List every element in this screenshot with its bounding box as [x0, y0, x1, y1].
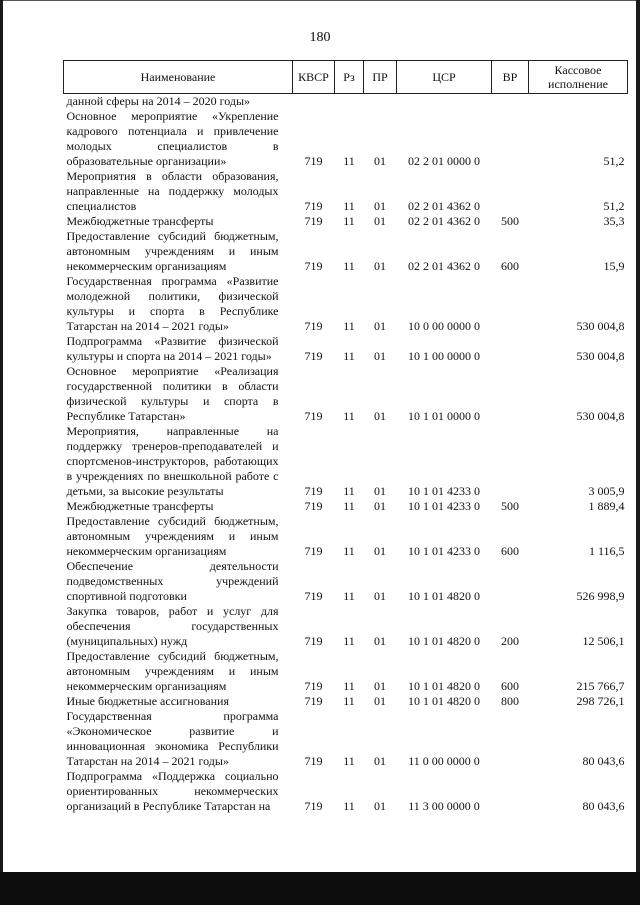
scan-right-edge: [636, 0, 640, 905]
row-csr: 10 1 01 4820 0: [408, 589, 480, 603]
row-kvsr: 719: [304, 154, 323, 168]
row-pr: 01: [374, 154, 386, 168]
row-rz: 11: [343, 544, 355, 558]
row-kvsr: 719: [304, 199, 323, 213]
row-amount: 35,3: [603, 214, 625, 228]
row-vr: 500: [501, 499, 519, 513]
row-amount: 51,2: [603, 199, 625, 213]
header-vr: ВР: [492, 61, 529, 94]
page-number: 180: [309, 30, 331, 45]
table-row: [64, 334, 628, 364]
row-kvsr: 719: [304, 694, 323, 708]
row-csr: 10 1 01 4820 0: [408, 634, 480, 648]
header-name: Наименование: [64, 61, 293, 94]
row-pr: 01: [374, 799, 386, 813]
row-amount: 12 506,1: [582, 634, 625, 648]
table-row: [64, 169, 628, 214]
row-amount: 1 889,4: [588, 499, 625, 513]
row-vr: [492, 334, 529, 364]
row-amount: 1 116,5: [588, 544, 625, 558]
table-body: [64, 94, 628, 815]
row-pr: 01: [374, 544, 386, 558]
row-kvsr: 719: [304, 409, 323, 423]
row-vr: 600: [501, 259, 519, 273]
row-rz: 11: [343, 679, 355, 693]
budget-table: [63, 60, 628, 814]
row-csr: 10 1 01 4820 0: [408, 679, 480, 693]
row-name: Подпрограмма «Поддержка социально ориентированных некоммерческих организаций в Республике Татарстан на: [66, 769, 279, 813]
row-vr: [492, 364, 529, 424]
row-csr: [397, 94, 492, 110]
row-kvsr: 719: [304, 319, 323, 333]
row-pr: 01: [374, 694, 386, 708]
row-amount: 530 004,8: [576, 409, 625, 423]
row-amount: 215 766,7: [576, 679, 625, 693]
row-amount: 80 043,6: [582, 754, 625, 768]
row-pr: 01: [374, 499, 386, 513]
row-rz: 11: [343, 799, 355, 813]
row-amount: [529, 94, 628, 110]
row-rz: 11: [343, 259, 355, 273]
row-name: Подпрограмма «Развитие физической культуры и спорта на 2014 – 2021 годы»: [66, 334, 279, 363]
row-pr: 01: [374, 259, 386, 273]
row-csr: 02 2 01 4362 0: [408, 214, 480, 228]
row-name: Государственная программа «Развитие молодежной политики, физической культуры и спорта в Республике Татарстан на 2014 – 2021 годы»: [66, 274, 279, 333]
header-kvsr: КВСР: [293, 61, 335, 94]
row-amount: 530 004,8: [576, 349, 625, 363]
row-kvsr: 719: [304, 679, 323, 693]
row-name: Обеспечение деятельности подведомственных учреждений спортивной подготовки: [66, 559, 279, 603]
row-name: Предоставление субсидий бюджетным, автономным учреждениям и иным некоммерческим организациям: [66, 649, 279, 693]
row-name: данной сферы на 2014 – 2020 годы»: [66, 94, 251, 108]
row-rz: 11: [343, 634, 355, 648]
row-vr: [492, 94, 529, 110]
row-name: Межбюджетные трансферты: [66, 499, 214, 513]
row-csr: 02 2 01 4362 0: [408, 259, 480, 273]
row-rz: 11: [343, 349, 355, 363]
table-row: [64, 109, 628, 169]
table-row: [64, 694, 628, 709]
row-csr: 10 1 01 4233 0: [408, 484, 480, 498]
table-row: [64, 649, 628, 694]
table-row: [64, 769, 628, 814]
row-kvsr: 719: [304, 499, 323, 513]
table-row: [64, 94, 628, 110]
row-amount: 526 998,9: [576, 589, 625, 603]
row-vr: [492, 559, 529, 604]
row-name: Основное мероприятие «Укрепление кадрового потенциала и привлечение молодых специалистов в образовательные организации»: [66, 109, 279, 168]
row-csr: 10 0 00 0000 0: [408, 319, 480, 333]
row-pr: 01: [374, 754, 386, 768]
row-name: Иные бюджетные ассигнования: [66, 694, 229, 708]
row-pr: 01: [374, 409, 386, 423]
row-kvsr: 719: [304, 214, 323, 228]
table-row: [64, 364, 628, 424]
row-kvsr: 719: [304, 544, 323, 558]
row-rz: 11: [343, 199, 355, 213]
row-name: Мероприятия, направленные на поддержку тренеров-преподавателей и спортсменов-инструкторов, работающих в учреждениях по внешкольной работе с детьми, за высокие результаты: [66, 424, 279, 498]
row-rz: 11: [343, 214, 355, 228]
row-csr: 02 2 01 0000 0: [408, 154, 480, 168]
scan-left-edge: [0, 0, 3, 905]
row-amount: 51,2: [603, 154, 625, 168]
row-name: Предоставление субсидий бюджетным, автономным учреждениям и иным некоммерческим организациям: [66, 229, 279, 273]
row-pr: 01: [374, 349, 386, 363]
row-name: Основное мероприятие «Реализация государственной политики в области физической культуры и спорта в Республике Татарстан»: [66, 364, 279, 423]
row-vr: [492, 424, 529, 499]
row-name: Межбюджетные трансферты: [66, 214, 214, 228]
row-pr: [364, 94, 397, 110]
row-kvsr: 719: [304, 349, 323, 363]
row-pr: 01: [374, 634, 386, 648]
row-pr: 01: [374, 589, 386, 603]
table-row: [64, 604, 628, 649]
header-rz: Рз: [335, 61, 364, 94]
row-amount: 80 043,6: [582, 799, 625, 813]
row-kvsr: 719: [304, 484, 323, 498]
row-amount: 298 726,1: [576, 694, 625, 708]
row-csr: 10 1 01 0000 0: [408, 409, 480, 423]
row-rz: [335, 94, 364, 110]
row-pr: 01: [374, 484, 386, 498]
row-pr: 01: [374, 214, 386, 228]
row-vr: 600: [501, 679, 519, 693]
row-amount: 530 004,8: [576, 319, 625, 333]
row-name: Предоставление субсидий бюджетным, автономным учреждениям и иным некоммерческим организациям: [66, 514, 279, 558]
table-row: [64, 499, 628, 514]
row-csr: 11 3 00 0000 0: [408, 799, 480, 813]
scan-bottom-edge: [0, 872, 640, 905]
row-kvsr: 719: [304, 589, 323, 603]
row-pr: 01: [374, 199, 386, 213]
row-csr: 11 0 00 0000 0: [408, 754, 480, 768]
table-row: [64, 424, 628, 499]
row-rz: 11: [343, 694, 355, 708]
row-rz: 11: [343, 589, 355, 603]
row-vr: [492, 709, 529, 769]
row-rz: 11: [343, 319, 355, 333]
row-vr: 600: [501, 544, 519, 558]
row-amount: 3 005,9: [588, 484, 625, 498]
table-row: [64, 214, 628, 229]
row-name: Государственная программа «Экономическое развитие и инновационная экономика Республики Татарстан на 2014 – 2021 годы»: [66, 709, 279, 768]
header-csr: ЦСР: [397, 61, 492, 94]
scan-top-edge: [0, 0, 640, 1]
row-vr: [492, 169, 529, 214]
row-kvsr: 719: [304, 259, 323, 273]
row-amount: 15,9: [603, 259, 625, 273]
row-csr: 10 1 01 4233 0: [408, 544, 480, 558]
row-pr: 01: [374, 319, 386, 333]
row-name: Мероприятия в области образования, направленные на поддержку молодых специалистов: [66, 169, 279, 213]
row-vr: 200: [501, 634, 519, 648]
table-row: [64, 274, 628, 334]
table-row: [64, 709, 628, 769]
row-csr: 10 1 01 4233 0: [408, 499, 480, 513]
row-kvsr: [293, 94, 335, 110]
row-kvsr: 719: [304, 754, 323, 768]
header-row: [64, 61, 628, 94]
row-rz: 11: [343, 499, 355, 513]
table-header: [64, 61, 628, 94]
row-kvsr: 719: [304, 799, 323, 813]
row-csr: 02 2 01 4362 0: [408, 199, 480, 213]
table-row: [64, 514, 628, 559]
row-vr: [492, 274, 529, 334]
table-row: [64, 559, 628, 604]
row-vr: [492, 769, 529, 814]
header-amount: Кассовое исполнение: [529, 61, 628, 94]
row-pr: 01: [374, 679, 386, 693]
row-vr: 800: [501, 694, 519, 708]
row-name: Закупка товаров, работ и услуг для обеспечения государственных (муниципальных) нужд: [66, 604, 279, 648]
row-vr: [492, 109, 529, 169]
row-rz: 11: [343, 484, 355, 498]
header-pr: ПР: [364, 61, 397, 94]
row-kvsr: 719: [304, 634, 323, 648]
row-rz: 11: [343, 154, 355, 168]
table-row: [64, 229, 628, 274]
row-rz: 11: [343, 754, 355, 768]
row-csr: 10 1 00 0000 0: [408, 349, 480, 363]
row-csr: 10 1 01 4820 0: [408, 694, 480, 708]
row-rz: 11: [343, 409, 355, 423]
row-vr: 500: [501, 214, 519, 228]
